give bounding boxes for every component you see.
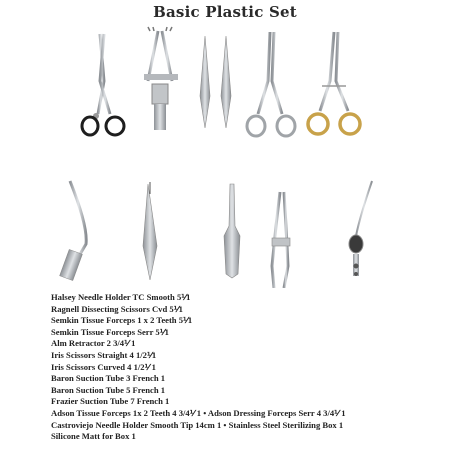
tissue-forceps-icon [200, 36, 231, 128]
item-list [51, 292, 446, 443]
list-item: Frazier Suction Tube 7 French 1 [51, 396, 170, 407]
adson-forceps-icon [224, 184, 240, 278]
needle-holder-icon [82, 34, 124, 135]
list-item: Adson Tissue Forceps 1x 2 Teeth 4 3/4⅟ 1 • Adson Dressing Forceps Serr 4 3/4⅟ 1 [51, 407, 346, 418]
list-item: Silicone Matt for Box 1 [51, 431, 136, 442]
page-title: Basic Plastic Set [153, 3, 297, 21]
list-item: Castroviejo Needle Holder Smooth Tip 14cm 1 • Stainless Steel Sterilizing Box 1 [51, 419, 344, 430]
list-item: Semkin Tissue Forceps 1 x 2 Teeth 5⅟1 [51, 315, 193, 326]
castroviejo-needle-holder-icon [272, 192, 290, 288]
list-item: Ragnell Dissecting Scissors Cvd 5⅟1 [51, 303, 183, 314]
suction-tube-icon [60, 181, 87, 281]
list-item: Baron Suction Tube 3 French 1 [51, 373, 166, 384]
dressing-forceps-icon [143, 182, 157, 280]
list-item: Halsey Needle Holder TC Smooth 5⅟1 [51, 292, 191, 302]
scissors-icon [247, 32, 295, 136]
retractor-icon [144, 27, 178, 130]
gold-handle-scissors-icon [308, 32, 360, 134]
list-item: Baron Suction Tube 5 French 1 [51, 384, 166, 395]
list-item: Iris Scissors Straight 4 1/2⅟1 [51, 349, 157, 360]
list-item: Semkin Tissue Forceps Serr 5⅟1 [51, 326, 169, 337]
list-item: Iris Scissors Curved 4 1/2⅟ 1 [51, 361, 156, 372]
list-item: Alm Retractor 2 3/4⅟ 1 [51, 338, 136, 349]
probe-icon [349, 181, 372, 276]
instrument-images [0, 26, 450, 288]
